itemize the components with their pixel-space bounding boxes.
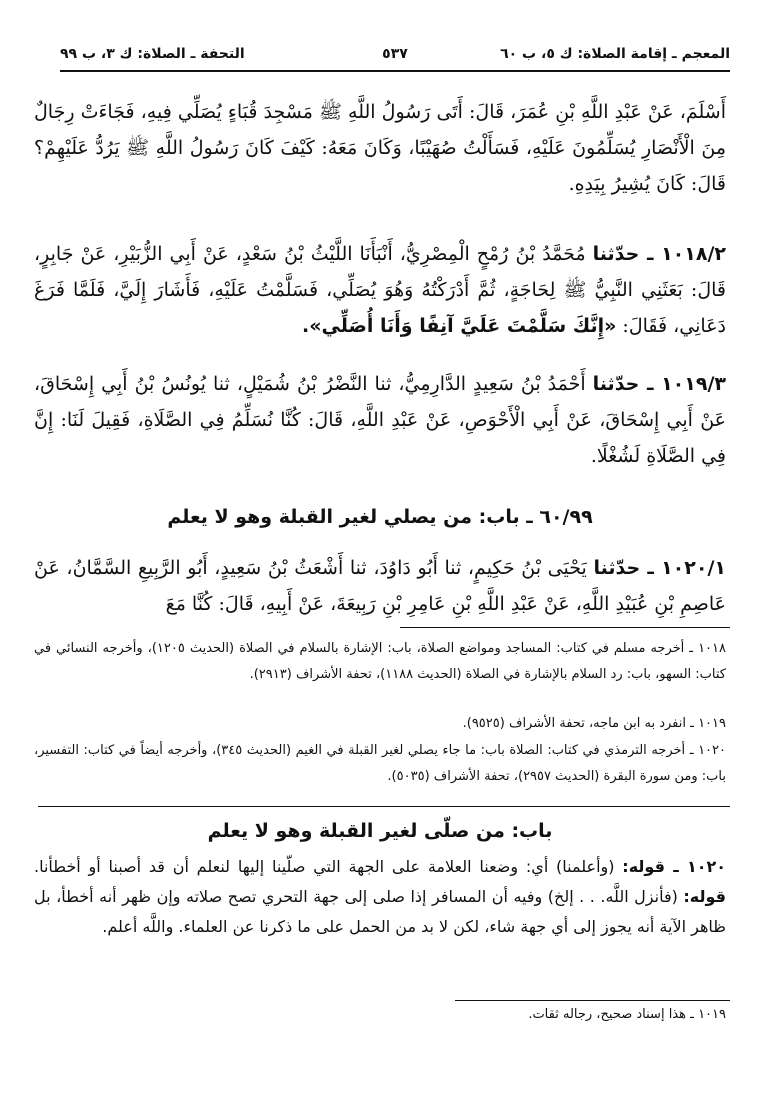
commentary-lead: قوله: <box>683 887 727 906</box>
footnote-1018: ١٠١٨ ـ أخرجه مسلم في كتاب: المساجد ومواضع الصلاة، باب: الإشارة بالسلام في الصلاة (الحديث ١٢٠٥)، وأخرجه النسائي في كتاب: السهو، باب: رد السلام بالإشارة في الصلاة (الحديث ١١٨٨)، تحفة الأشراف (٢٩١٣). <box>34 641 726 682</box>
hadith-text: أَسْلَمَ، عَنْ عَبْدِ اللَّهِ بْنِ عُمَرَ، قَالَ: أَتَى رَسُولُ اللَّهِ ﷺ مَسْجِدَ قُبَاءٍ يُصَلِّي فِيهِ، فَجَاءَتْ رِجَالٌ مِنَ الْأَنْصَارِ يُسَلِّمُونَ عَلَيْهِ، فَسَأَلْتُ صُهَيْبًا، وَكَانَ مَعَهُ: كَيْفَ كَانَ رَسُولُ اللَّهِ ﷺ يَرُدُّ عَلَيْهِمْ؟ قَالَ: كَانَ يُشِيرُ بِيَدِهِ. <box>34 101 726 195</box>
commentary-body: (فأنزل اللَّه. . . إلخ) وفيه أن المسافر إذا صلى إلى جهة التحري تصح صلاته وإن ظهر أنه أخطأ، بل ظاهر الآية أنه يجوز إلى أي جهة شاء، لكن لا بد من الحمل على ما ذكرنا عن العلماء. واللَّه أعلم. <box>34 887 726 936</box>
hadith-number: ١٠١٩/٣ ـ حدّثنا <box>592 373 726 395</box>
hadith-number: ١٠٢٠/١ ـ حدّثنا <box>593 557 726 579</box>
commentary-text <box>34 852 726 942</box>
hadith-number: ١٠١٨/٢ ـ حدّثنا <box>592 243 726 265</box>
hadith-1020 <box>34 550 726 622</box>
chapter-heading: ٦٠/٩٩ ـ باب: من يصلي لغير القبلة وهو لا يعلم <box>167 506 593 528</box>
header-divider <box>60 70 730 72</box>
footnote-1020: ١٠٢٠ ـ أخرجه الترمذي في كتاب: الصلاة باب: ما جاء يصلي لغير القبلة في الغيم (الحديث ٣٤٥)، وأخرجه أيضاً في كتاب: التفسير، باب: ومن سورة البقرة (الحديث ٢٩٥٧)، تحفة الأشراف (٥٠٣٥). <box>34 743 727 784</box>
hadith-1018 <box>34 236 726 344</box>
hadith-text: مُحَمَّدُ بْنُ رُمْحٍ الْمِصْرِيُّ، أَنْبَأَنَا اللَّيْثُ بْنُ سَعْدٍ، عَنْ أَبِي الزُّبَيْرِ، عَنْ جَابِرٍ، قَالَ: بَعَثَنِي النَّبِيُّ ﷺ لِحَاجَةٍ، ثُمَّ أَدْرَكْتُهُ وَهُوَ يُصَلِّي، فَسَلَّمْتُ عَلَيْهِ، فَأَشَارَ إِلَيَّ، فَلَمَّا فَرَغَ دَعَانِي، فَقَالَ: <box>34 243 726 337</box>
bottom-note: ١٠١٩ ـ هذا إسناد صحيح، رجاله ثقات. <box>528 1007 726 1022</box>
commentary-divider <box>38 806 730 807</box>
hadith-1019 <box>34 366 726 474</box>
bottom-divider <box>455 1000 730 1001</box>
page-number: ٥٣٧ <box>382 46 408 62</box>
running-header <box>60 42 730 68</box>
commentary-body: (وأعلمنا) أي: وضعنا العلامة على الجهة التي صلّينا إليها لنعلم أن قد أصبنا أو أخطأنا. <box>34 857 615 876</box>
hadith-text: أَحْمَدُ بْنُ سَعِيدٍ الدَّارِمِيُّ، ثنا النَّضْرُ بْنُ شُمَيْلٍ، ثنا يُونُسُ بْنُ أَبِي إِسْحَاقَ، عَنْ أَبِي إِسْحَاقَ، عَنْ أَبِي الْأَحْوَصِ، عَنْ عَبْدِ اللَّهِ، قَالَ: كُنَّا نُسَلِّمُ فِي الصَّلَاةِ، فَقِيلَ لَنَا: إِنَّ فِي الصَّلَاةِ لَشُغْلًا. <box>34 373 726 467</box>
header-right: المعجم ـ إقامة الصلاة: ك ٥، ب ٦٠ <box>500 46 730 62</box>
commentary-lead: ١٠٢٠ ـ قوله: <box>622 857 726 876</box>
hadith-text: يَحْيَى بْنُ حَكِيمٍ، ثنا أَبُو دَاوُدَ، ثنا أَشْعَثُ بْنُ سَعِيدٍ، أَبُو الرَّبِيعِ السَّمَّانُ، عَنْ عَاصِمِ بْنِ عُبَيْدِ اللَّهِ، عَنْ عَبْدِ اللَّهِ بْنِ عَامِرِ بْنِ رَبِيعَةَ، عَنْ أَبِيهِ، قَالَ: كُنَّا مَعَ <box>34 557 726 615</box>
commentary-heading: باب: من صلّى لغير القبلة وهو لا يعلم <box>207 820 553 842</box>
footnote-1019: ١٠١٩ ـ انفرد به ابن ماجه، تحفة الأشراف (٩٥٢٥). <box>462 716 726 731</box>
footnote-divider <box>400 627 730 628</box>
header-left: التحفة ـ الصلاة: ك ٣، ب ٩٩ <box>60 46 245 62</box>
hadith-continuation <box>34 94 726 202</box>
hadith-quote: «إِنَّكَ سَلَّمْتَ عَلَيَّ آنِفًا وَأَنَا أُصَلِّي». <box>302 315 617 337</box>
